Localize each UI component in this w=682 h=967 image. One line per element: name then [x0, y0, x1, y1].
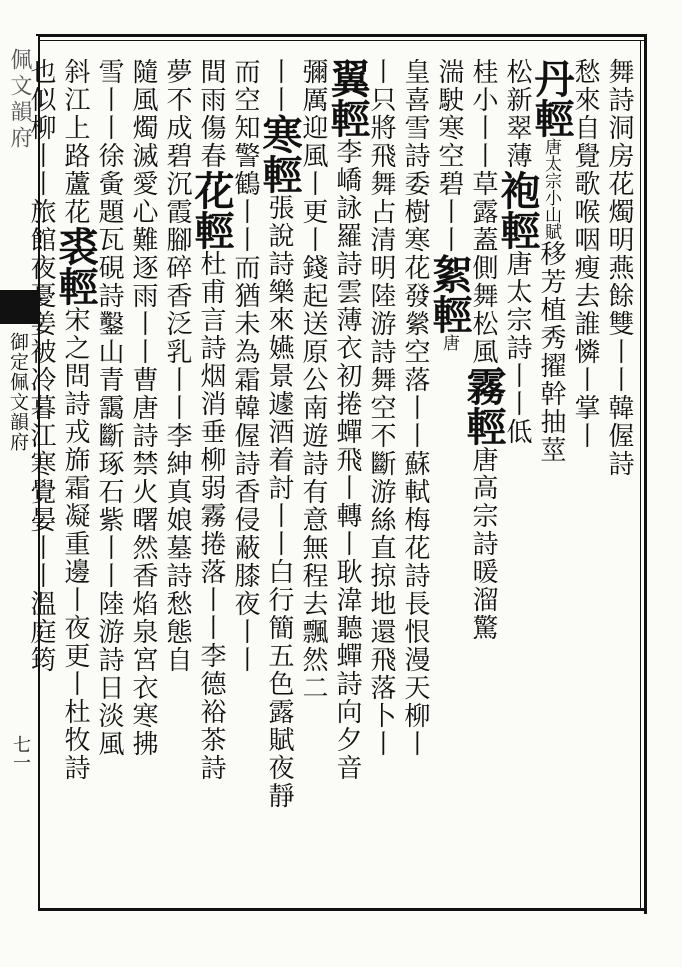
right-border	[644, 34, 647, 914]
text-segment: 丨丨	[264, 58, 294, 114]
headword: 輕	[324, 98, 371, 138]
headword: 花	[188, 170, 235, 210]
headword: 寒	[256, 114, 303, 154]
text-segment: 唐太宗小山賦	[541, 138, 561, 240]
text-segment: 斜江上路蘆花	[60, 58, 90, 226]
text-column	[92, 58, 126, 908]
text-column	[568, 58, 602, 908]
right-border-inner	[640, 40, 641, 908]
text-column	[398, 58, 432, 908]
text-column	[364, 58, 398, 908]
text-column	[426, 58, 473, 908]
headword: 輕	[528, 98, 575, 138]
text-column	[256, 58, 303, 908]
headword: 輕	[188, 210, 235, 250]
text-column	[188, 58, 235, 908]
text-column	[52, 58, 99, 908]
bottom-border	[36, 908, 646, 911]
text-column	[460, 58, 507, 908]
text-segment: 張說詩樂來嬿景遽酒着討丨丨白行簡五色露賦夜靜	[264, 194, 294, 810]
text-segment: 舞詩洞房花燭明燕餘雙丨丨韓偓詩	[604, 58, 634, 478]
text-segment: 宋之問詩戎旆霜凝重邊丨夜更丨杜牧詩	[60, 306, 90, 782]
headword: 輕	[256, 154, 303, 194]
headword: 輕	[494, 210, 541, 250]
text-segment: 隨風燭滅愛心難逐雨丨丨曹唐詩禁火曙然香焰泉宮衣寒拂	[128, 58, 158, 758]
top-border	[36, 34, 646, 37]
headword: 輕	[426, 294, 473, 334]
text-segment: 間雨傷春	[196, 58, 226, 170]
text-segment: 而空知警鶴丨丨而猶未為霜韓偓詩香侵蔽膝夜丨丨	[230, 58, 260, 674]
headword: 翼	[324, 58, 371, 98]
headword: 丹	[528, 58, 575, 98]
margin-header: 佩文韻府	[7, 48, 32, 152]
page-number: 七一	[10, 735, 31, 771]
text-segment: 彌厲迎風丨更丨錢起送原公南遊詩有意無程去飄然二	[298, 58, 328, 702]
text-segment: 旅館夜憂姜被冷暮江寒覺晏丨丨溫庭筠	[26, 198, 56, 674]
text-segment: 皇喜雪詩委樹寒花發縈空落丨丨蘇軾梅花詩長恨漫天柳丨	[400, 58, 430, 758]
text-column	[126, 58, 160, 908]
text-segment: 唐高宗詩暖溜驚	[468, 446, 498, 642]
book-title: 御定佩文韻府	[7, 332, 29, 452]
text-column	[24, 58, 58, 908]
text-segment: 移芳植秀擢幹抽莖	[536, 240, 566, 464]
text-segment: 唐	[439, 334, 459, 351]
text-column	[160, 58, 194, 908]
text-column	[602, 58, 636, 908]
headword: 袍	[494, 170, 541, 210]
headword: 裘	[52, 226, 99, 266]
text-segment: 碧沉霞腳碎香泛乳丨丨李紳真娘墓詩愁態自	[162, 142, 192, 674]
text-segment: 夢不成	[162, 58, 192, 142]
text-segment: 松新翠薄	[502, 58, 532, 170]
text-segment: 湍駛寒空碧丨丨	[434, 58, 464, 254]
text-segment: 也似柳丨丨	[26, 58, 56, 198]
text-segment: 草露蓋側舞松風	[468, 170, 498, 366]
text-column	[494, 58, 541, 908]
text-segment: 李嶠詠羅詩雲薄衣初捲蟬飛丨轉丨耿湋聽蟬詩向夕音	[332, 138, 362, 782]
headword: 輕	[52, 266, 99, 306]
headword: 霧	[460, 366, 507, 406]
headword: 絮	[426, 254, 473, 294]
text-column	[324, 58, 371, 908]
text-segment: 杜甫言詩烟消垂柳弱霧捲落丨丨李德裕茶詩	[196, 250, 226, 782]
text-segment: 雪丨丨徐夤題瓦硯詩鑿山青靄斷琢石紫丨丨陸游詩日淡風	[94, 58, 124, 758]
text-segment: 唐太宗詩丨丨低	[502, 250, 532, 446]
headword: 輕	[460, 406, 507, 446]
text-segment: 丨只將飛舞占清明陸游詩舞空不斷游絲直掠地還飛落卜丨	[366, 58, 396, 758]
text-segment: 愁來自覺歌喉咽瘦去誰憐丨掌丨	[570, 58, 600, 450]
text-segment: 桂小丨丨	[468, 58, 498, 170]
top-border-inner	[36, 40, 646, 41]
